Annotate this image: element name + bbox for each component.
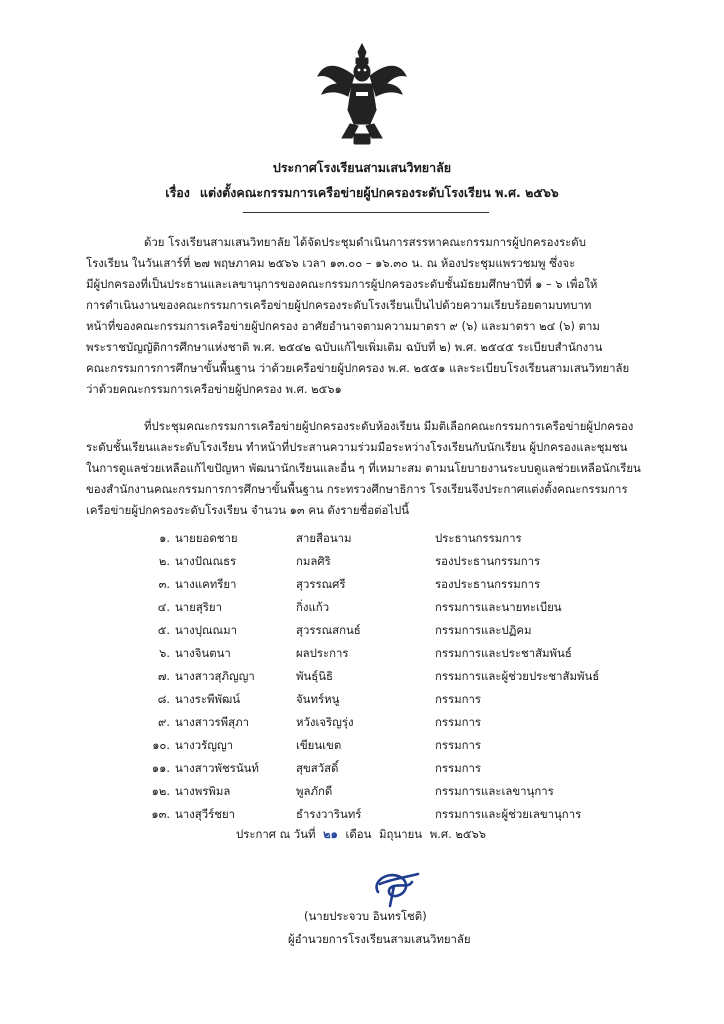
paragraph-line: คณะกรรมการการศึกษาขั้นพื้นฐาน ว่าด้วยเครือข่ายผู้ปกครอง พ.ศ. ๒๕๕๑ และระเบียบโรงเรียนสามเสนวิทยาลัย xyxy=(86,361,630,375)
member-number: ๑. xyxy=(159,531,170,545)
member-last-name: หวังเจริญรุ่ง xyxy=(296,715,354,729)
member-role: กรรมการและประชาสัมพันธ์ xyxy=(435,646,572,660)
member-number: ๗. xyxy=(157,669,170,683)
member-last-name: พันธุ์นิธิ xyxy=(296,669,333,683)
committee-member-list xyxy=(0,527,724,826)
member-last-name: จันทร์หนู xyxy=(296,692,340,706)
date-announce-label: ประกาศ ณ วันที่ xyxy=(236,827,316,841)
member-row xyxy=(0,757,724,780)
member-last-name: ธำรงวารินทร์ xyxy=(296,807,362,821)
member-first-name: นางแคทรียา xyxy=(175,577,237,591)
member-row xyxy=(0,642,724,665)
paragraph-intro xyxy=(86,232,652,400)
handwritten-signature xyxy=(368,862,424,910)
member-first-name: นางสุวีร์ชยา xyxy=(175,807,236,821)
date-month-label: เดือน xyxy=(345,827,372,841)
member-last-name: กมลศิริ xyxy=(296,554,331,568)
member-number: ๔. xyxy=(157,600,170,614)
member-last-name: ผลประการ xyxy=(296,646,349,660)
signer-name: (นายประจวบ อินทรโชติ) xyxy=(304,909,427,923)
member-row xyxy=(0,665,724,688)
paragraph-line: ที่ประชุมคณะกรรมการเครือข่ายผู้ปกครองระดับห้องเรียน มีมติเลือกคณะกรรมการเครือข่ายผู้ปกครอง xyxy=(144,419,634,433)
member-number: ๖. xyxy=(159,646,170,660)
member-number: ๓. xyxy=(158,577,170,591)
member-number: ๑๑. xyxy=(151,761,170,775)
paragraph-resolution xyxy=(86,416,652,521)
signer-position: ผู้อำนวยการโรงเรียนสามเสนวิทยาลัย xyxy=(288,932,471,946)
member-role: ประธานกรรมการ xyxy=(435,531,522,545)
member-last-name: พูลภักดี xyxy=(296,784,333,798)
title-divider xyxy=(243,212,489,213)
member-row xyxy=(0,619,724,642)
member-role: กรรมการและผู้ช่วยเลขานุการ xyxy=(435,807,582,821)
member-row xyxy=(0,550,724,573)
member-first-name: นางระพีพัฒน์ xyxy=(175,692,241,706)
member-first-name: นางปัณณธร xyxy=(175,554,237,568)
paragraph-line: มีผู้ปกครองที่เป็นประธานและเลขานุการของคณะกรรมการผู้ปกครองระดับชั้นมัธยมศึกษาปีที่ ๑ – ๖ เพื่อให้ xyxy=(86,277,598,291)
member-last-name: สุวรรณสกนธ์ xyxy=(296,623,361,637)
member-row xyxy=(0,803,724,826)
member-last-name: สุวรรณศรี xyxy=(296,577,346,591)
member-first-name: นางสาวพัชรนันท์ xyxy=(175,761,259,775)
member-role: กรรมการและผู้ช่วยประชาสัมพันธ์ xyxy=(435,669,600,683)
member-role: กรรมการ xyxy=(435,761,482,775)
paragraph-line: โรงเรียน ในวันเสาร์ที่ ๒๗ พฤษภาคม ๒๕๖๖ เวลา ๑๓.๐๐ – ๑๖.๓๐ น. ณ ห้องประชุมแพรวชมพู ซึ่งจะ xyxy=(86,256,576,270)
paragraph-line: ในการดูแลช่วยเหลือแก้ไขปัญหา พัฒนานักเรียนและอื่น ๆ ที่เหมาะสม ตามนโยบายงานระบบดูแลช่วยเหลือนักเรียน xyxy=(86,461,641,475)
member-role: กรรมการ xyxy=(435,715,482,729)
member-first-name: นายสุริยา xyxy=(175,600,222,614)
member-number: ๘. xyxy=(157,692,170,706)
member-row xyxy=(0,780,724,803)
paragraph-line: การดำเนินงานของคณะกรรมการเครือข่ายผู้ปกครองระดับโรงเรียนเป็นไปด้วยความเรียบร้อยตามบทบาท xyxy=(86,298,592,312)
member-first-name: นางจินตนา xyxy=(175,646,231,660)
paragraph-line: เครือข่ายผู้ปกครองระดับโรงเรียน จำนวน ๑๓ คน ดังรายชื่อต่อไปนี้ xyxy=(86,503,410,517)
paragraph-line: หน้าที่ของคณะกรรมการเครือข่ายผู้ปกครอง อาศัยอำนาจตามความมาตรา ๙ (๖) และมาตรา ๒๔ (๖) ตาม xyxy=(86,319,600,333)
member-first-name: นางสาวรพีสุภา xyxy=(175,715,249,729)
member-last-name: สุขสวัสดิ์ xyxy=(296,761,339,775)
announcement-subject xyxy=(0,183,724,203)
subject-label: เรื่อง xyxy=(165,185,190,200)
member-first-name: นางพรพิมล xyxy=(175,784,231,798)
member-last-name: สายสือนาม xyxy=(296,531,352,545)
member-number: ๑๒. xyxy=(151,784,170,798)
paragraph-line: ด้วย โรงเรียนสามเสนวิทยาลัย ได้จัดประชุมดำเนินการสรรหาคณะกรรมการผู้ปกครองระดับ xyxy=(144,235,586,249)
member-role: กรรมการ xyxy=(435,692,482,706)
subject-text: แต่งตั้งคณะกรรมการเครือข่ายผู้ปกครองระดับโรงเรียน พ.ศ. ๒๕๖๖ xyxy=(199,185,559,200)
member-last-name: กิ่งแก้ว xyxy=(296,600,330,614)
member-number: ๒. xyxy=(158,554,170,568)
member-row xyxy=(0,596,724,619)
date-month: มิถุนายน xyxy=(379,827,423,841)
paragraph-line: ระดับชั้นเรียนและระดับโรงเรียน ทำหน้าที่ประสานความร่วมมือระหว่างโรงเรียนกับนักเรียน ผู้ปกครองและชุมชน xyxy=(86,440,628,454)
member-row xyxy=(0,734,724,757)
announcement-date xyxy=(236,826,490,844)
announcement-title: ประกาศโรงเรียนสามเสนวิทยาลัย xyxy=(272,160,452,175)
member-role: กรรมการและปฏิคม xyxy=(435,623,532,637)
member-last-name: เขียนเขต xyxy=(296,738,342,752)
member-role: รองประธานกรรมการ xyxy=(435,554,541,568)
member-row xyxy=(0,711,724,734)
member-role: กรรมการ xyxy=(435,738,482,752)
member-first-name: นางวรัญญา xyxy=(175,738,234,752)
member-number: ๙. xyxy=(158,715,170,729)
member-role: รองประธานกรรมการ xyxy=(435,577,541,591)
member-number: ๑๐. xyxy=(152,738,170,752)
garuda-emblem-icon xyxy=(316,42,408,148)
member-first-name: นางสาวสุภิญญา xyxy=(175,669,255,683)
date-day: ๒๑ xyxy=(323,827,338,841)
member-role: กรรมการและนายทะเบียน xyxy=(435,600,562,614)
member-number: ๕. xyxy=(157,623,170,637)
member-first-name: นางปุณณมา xyxy=(175,623,238,637)
member-first-name: นายยอดชาย xyxy=(175,531,238,545)
member-row xyxy=(0,688,724,711)
paragraph-line: ว่าด้วยคณะกรรมการเครือข่ายผู้ปกครอง พ.ศ. ๒๕๖๑ xyxy=(86,382,342,396)
member-number: ๑๓. xyxy=(151,807,170,821)
member-role: กรรมการและเลขานุการ xyxy=(435,784,554,798)
date-year: พ.ศ. ๒๕๖๖ xyxy=(429,827,486,841)
paragraph-line: พระราชบัญญัติการศึกษาแห่งชาติ พ.ศ. ๒๕๔๒ ฉบับแก้ไขเพิ่มเติม ฉบับที่ ๒) พ.ศ. ๒๕๔๕ ระเบียบสำนักงาน xyxy=(86,340,603,354)
paragraph-line: ของสำนักงานคณะกรรมการการศึกษาขั้นพื้นฐาน กระทรวงศึกษาธิการ โรงเรียนจึงประกาศแต่งตั้งคณะกรรมการ xyxy=(86,482,628,496)
member-row xyxy=(0,527,724,550)
member-row xyxy=(0,573,724,596)
